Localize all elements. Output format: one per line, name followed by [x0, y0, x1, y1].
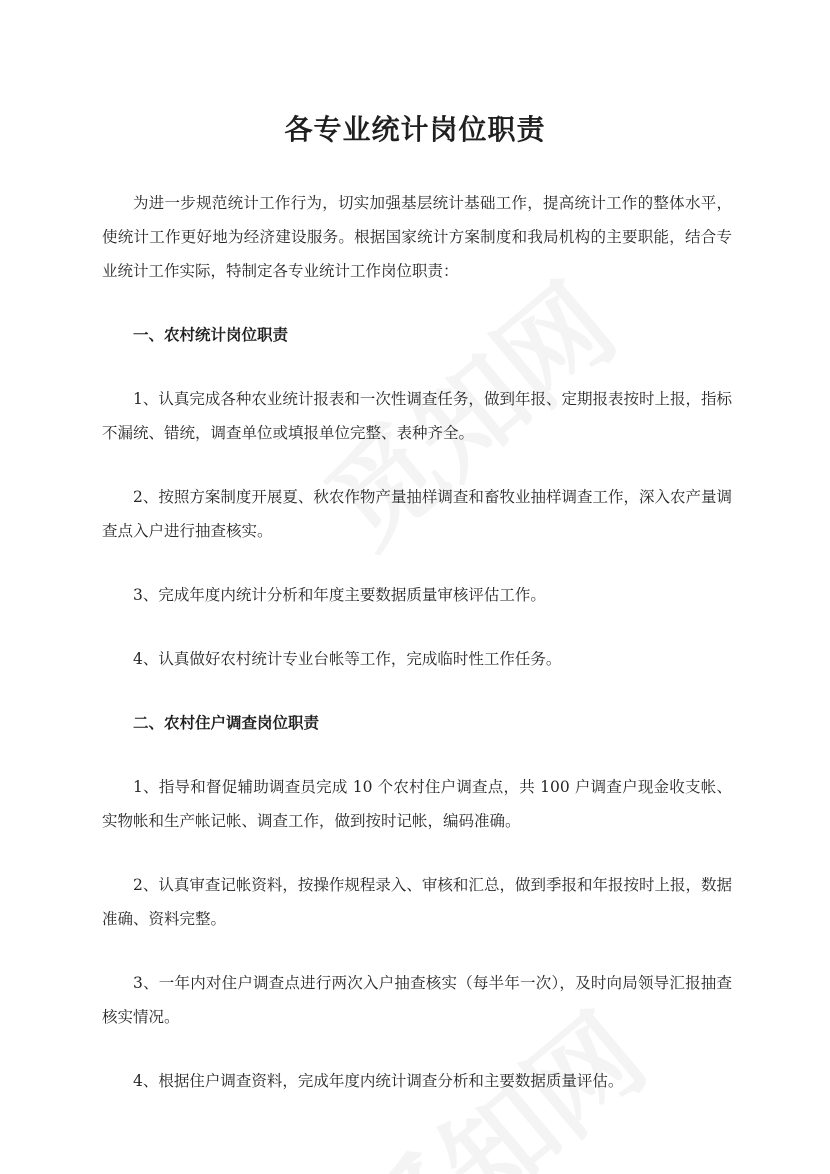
section-heading: 二、农村住户调查岗位职责: [133, 713, 320, 732]
list-item: 1、认真完成各种农业统计报表和一次性调查任务，做到年报、定期报表按时上报，指标不漏统、错统，调查单位或填报单位完整、表种齐全。: [102, 390, 732, 442]
list-item: 3、完成年度内统计分析和年度主要数据质量审核评估工作。: [133, 586, 546, 604]
list-item: 4、认真做好农村统计专业台帐等工作，完成临时性工作任务。: [133, 650, 562, 668]
list-item: 3、一年内对住户调查点进行两次入户抽查核实（每半年一次），及时向局领导汇报抽查核实情况。: [102, 974, 732, 1026]
list-item: 4、根据住户调查资料，完成年度内统计调查分析和主要数据质量评估。: [133, 1072, 624, 1090]
list-item: 1、指导和督促辅助调查员完成 10 个农村住户调查点，共 100 户调查户现金收支帐、实物帐和生产帐记帐、调查工作，做到按时记帐，编码准确。: [102, 778, 732, 830]
list-item: 2、认真审查记帐资料，按操作规程录入、审核和汇总，做到季报和年报按时上报，数据准确、资料完整。: [102, 876, 732, 928]
document-body: [102, 186, 732, 1098]
list-item: 2、按照方案制度开展夏、秋农作物产量抽样调查和畜牧业抽样调查工作，深入农产量调查点入户进行抽查核实。: [102, 488, 732, 540]
document-title: 各专业统计岗位职责: [284, 113, 546, 146]
section-heading: 一、农村统计岗位职责: [133, 325, 289, 344]
intro-paragraph: 为进一步规范统计工作行为，切实加强基层统计基础工作，提高统计工作的整体水平，使统计工作更好地为经济建设服务。根据国家统计方案制度和我局机构的主要职能，结合专业统计工作实际，特制定各专业统计工作岗位职责：: [102, 194, 732, 280]
